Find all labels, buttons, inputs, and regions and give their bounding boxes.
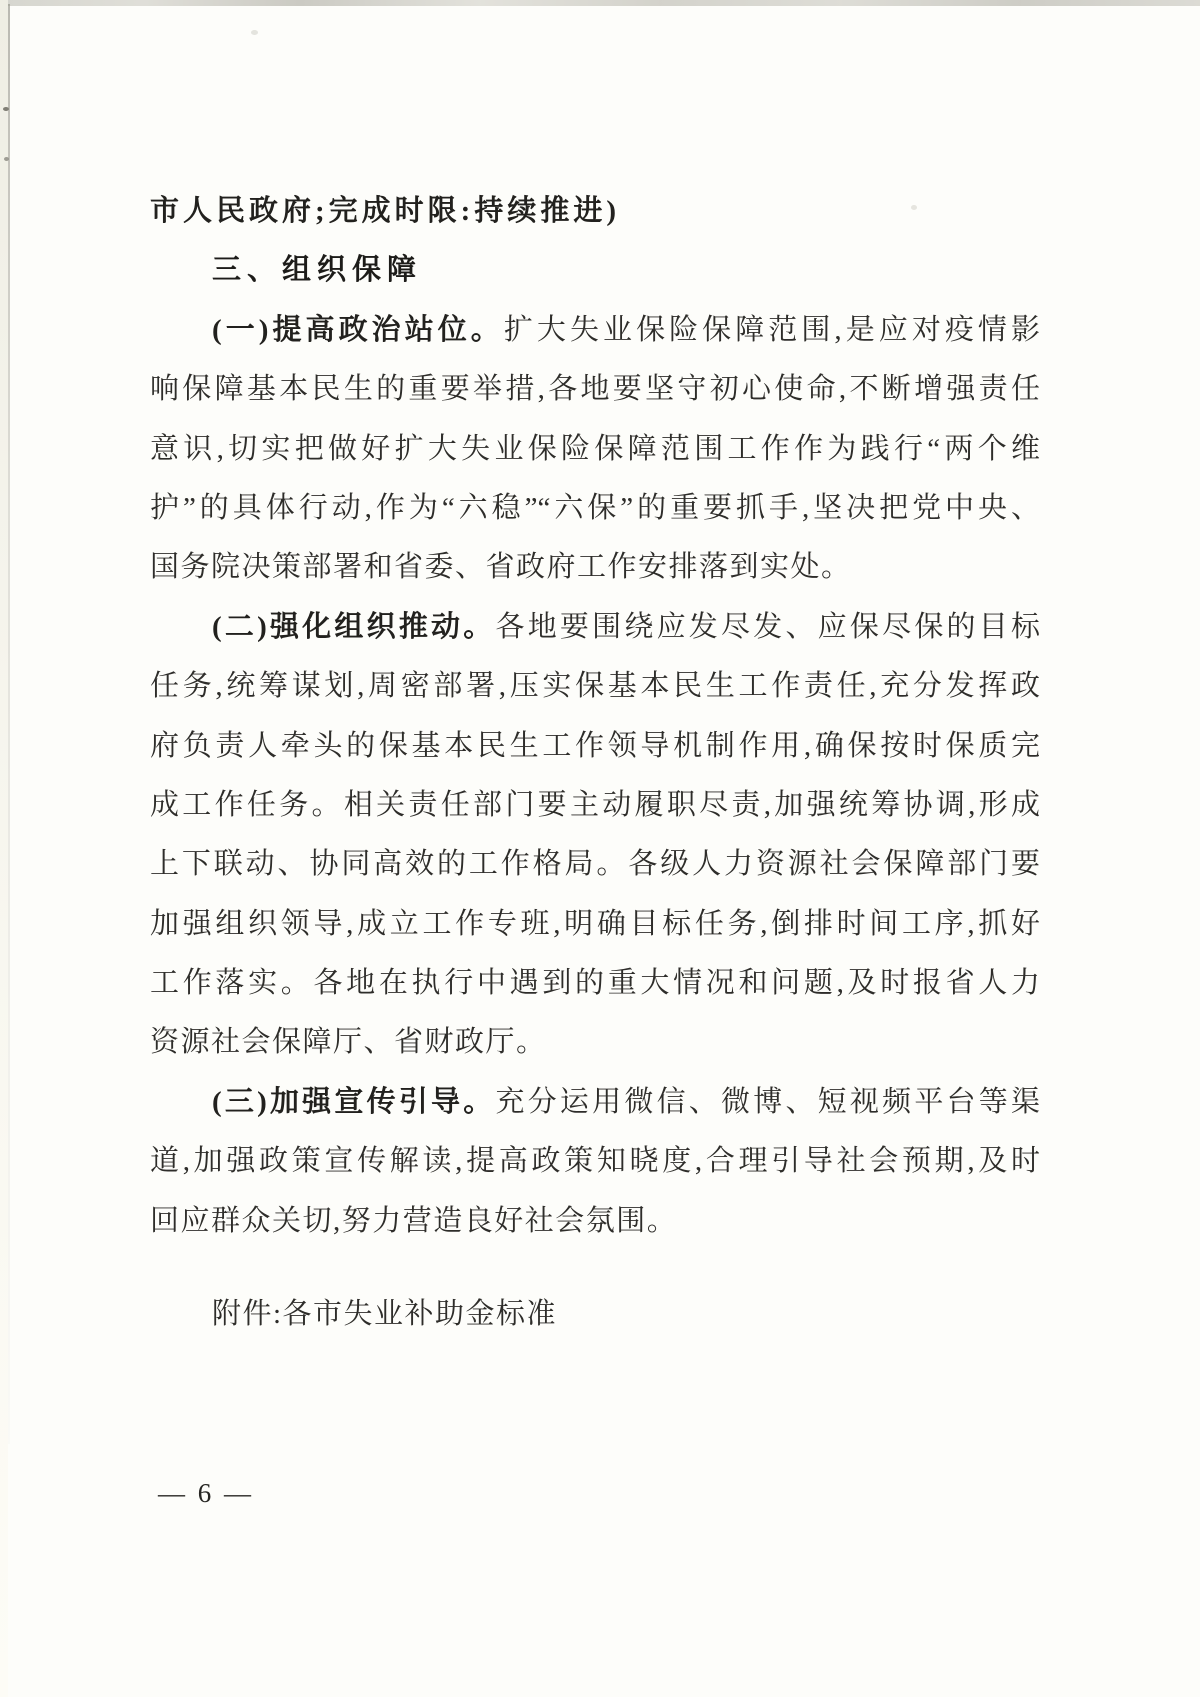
text-line: 府负责人牵头的保基本民生工作领导机制作用,确保按时保质完	[150, 729, 1040, 762]
text-line: 意识,切实把做好扩大失业保险保障范围工作作为践行“两个维	[150, 432, 1040, 465]
text-line: 成工作任务。相关责任部门要主动履职尽责,加强统筹协调,形成	[150, 788, 1040, 821]
text-line: 任务,统筹谋划,周密部署,压实保基本民生工作责任,充分发挥政	[150, 670, 1040, 703]
section-heading: 三、组织保障	[212, 254, 423, 287]
scan-edge-left	[0, 0, 8, 1697]
scan-speck	[251, 30, 258, 35]
text-line: 资源社会保障厅、省财政厅。	[150, 1026, 547, 1059]
paragraph-1-line-1	[150, 301, 1040, 360]
scan-speck	[4, 157, 9, 161]
page-number: — 6 —	[158, 1478, 254, 1508]
text-line: 道,加强政策宣传解读,提高政策知晓度,合理引导社会预期,及时	[150, 1145, 1040, 1178]
scan-speck	[3, 107, 9, 111]
scan-edge-top	[0, 0, 1200, 6]
text-line: 上下联动、协同高效的工作格局。各级人力资源社会保障部门要	[150, 848, 1040, 881]
text-line: 加强组织领导,成立工作专班,明确目标任务,倒排时间工序,抓好	[150, 907, 1040, 940]
paragraph-2-text: 各地要围绕应发尽发、应保尽保的目标	[495, 610, 1040, 643]
paragraph-1-lead: (一)提高政治站位。	[212, 313, 504, 346]
paragraph-2-lead: (二)强化组织推动。	[212, 610, 496, 643]
text-line: 回应群众关切,努力营造良好社会氛围。	[150, 1204, 678, 1237]
paragraph-3-lead: (三)加强宣传引导。	[212, 1085, 496, 1118]
document-body	[150, 182, 1040, 1344]
paragraph-3-line-1	[150, 1073, 1040, 1132]
paragraph-2-line-1	[150, 598, 1040, 657]
text-line: 护”的具体行动,作为“六稳”“六保”的重要抓手,坚决把党中央、	[150, 491, 1040, 524]
paragraph-1-text: 扩大失业保险保障范围,是应对疫情影	[503, 313, 1040, 346]
text-line-continuation: 市人民政府;完成时限:持续推进)	[150, 195, 620, 227]
attachment-line: 附件:各市失业补助金标准	[212, 1298, 558, 1331]
text-line: 响保障基本民生的重要举措,各地要坚守初心使命,不断增强责任	[150, 373, 1040, 406]
paragraph-3-text: 充分运用微信、微博、短视频平台等渠	[495, 1085, 1040, 1118]
text-line: 工作落实。各地在执行中遇到的重大情况和问题,及时报省人力	[150, 967, 1040, 1000]
text-line: 国务院决策部署和省委、省政府工作安排落到实处。	[150, 551, 852, 584]
scan-fold-line	[8, 4, 10, 1444]
